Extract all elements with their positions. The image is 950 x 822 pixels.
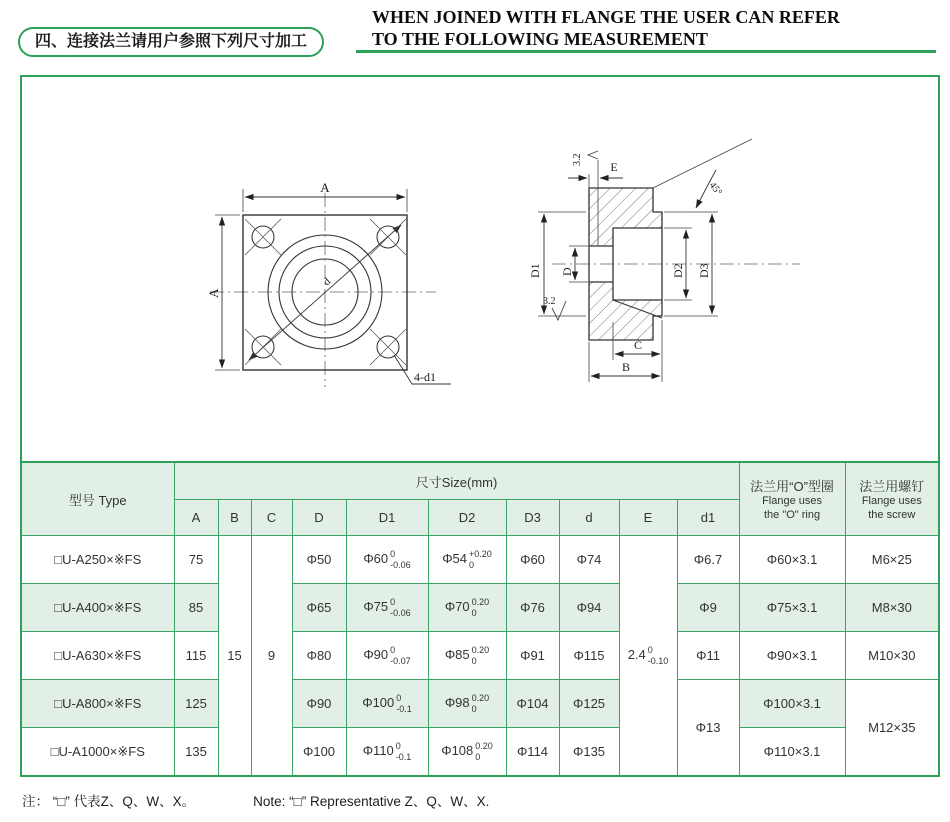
callout-label-4d1: 4-d1: [414, 370, 436, 384]
dimension-label-d3: D3: [697, 263, 711, 278]
dimension-label-a-left: A: [206, 288, 221, 298]
table-row: [21, 584, 939, 632]
cell-D2: Φ108 0.20 0: [428, 728, 506, 777]
cell-d1: Φ11: [677, 632, 739, 680]
table-row: [21, 680, 939, 728]
cell-d1: Φ6.7: [677, 536, 739, 584]
drawing-section-view: [528, 130, 828, 395]
cell-D1: Φ100 0 -0.1: [346, 680, 428, 728]
cell-B-merged: 15: [218, 536, 251, 777]
cell-D: Φ90: [292, 680, 346, 728]
cell-D: Φ100: [292, 728, 346, 777]
cell-D1: Φ75 0 -0.06: [346, 584, 428, 632]
centerlines: [210, 193, 436, 387]
cell-screw: M10×30: [845, 632, 939, 680]
cell-oring: Φ100×3.1: [739, 680, 845, 728]
cell-A: 135: [174, 728, 218, 777]
col-header-d1: d1: [677, 500, 739, 536]
cell-oring: Φ60×3.1: [739, 536, 845, 584]
col-header-oring-en2: the "O" ring: [763, 508, 821, 521]
cell-type: □U-A250×※FS: [21, 536, 174, 584]
col-header-type: 型号 Type: [21, 462, 174, 536]
col-header-D: D: [292, 500, 346, 536]
cell-oring: Φ90×3.1: [739, 632, 845, 680]
table-row: [21, 632, 939, 680]
cell-D3: Φ91: [506, 632, 559, 680]
cell-D1: Φ110 0 -0.1: [346, 728, 428, 777]
roughness-label-top: 3.2: [572, 153, 583, 166]
dimension-label-d1: D1: [528, 263, 542, 278]
cell-A: 75: [174, 536, 218, 584]
col-header-B: B: [218, 500, 251, 536]
drawings-panel: [20, 75, 940, 463]
dimension-label-b: B: [621, 360, 631, 374]
col-header-d: d: [559, 500, 619, 536]
cell-d1: Φ9: [677, 584, 739, 632]
cell-type: □U-A630×※FS: [21, 632, 174, 680]
cell-D: Φ80: [292, 632, 346, 680]
cell-D1: Φ60 0 -0.06: [346, 536, 428, 584]
col-header-screw-cn: 法兰用螺钉: [859, 479, 925, 495]
chamfer-angle-label: 45°: [706, 180, 724, 198]
dimension-label-c: C: [633, 338, 643, 352]
green-underline: [356, 50, 936, 53]
footnote: [22, 790, 489, 810]
cell-screw-merged: M12×35: [845, 680, 939, 777]
cell-D2: Φ70 0.20 0: [428, 584, 506, 632]
page-title: [372, 6, 937, 50]
cell-screw: M8×30: [845, 584, 939, 632]
footnote-en: Note: “□” Representative Z、Q、W、X.: [253, 794, 490, 809]
cell-D: Φ65: [292, 584, 346, 632]
col-header-oring-en1: Flange uses: [762, 495, 823, 508]
col-header-C: C: [251, 500, 292, 536]
cell-type: □U-A1000×※FS: [21, 728, 174, 777]
footnote-cn: 注： “□” 代表Z、Q、W、X。: [22, 794, 196, 809]
table-row: [21, 536, 939, 584]
cell-A: 115: [174, 632, 218, 680]
cell-D2: Φ54 +0.20 0: [428, 536, 506, 584]
cell-screw: M6×25: [845, 536, 939, 584]
page-title-line2: TO THE FOLLOWING MEASUREMENT: [372, 29, 708, 49]
dimension-label-e: E: [610, 160, 618, 174]
page-title-line1: WHEN JOINED WITH FLANGE THE USER CAN REFER: [372, 7, 840, 27]
col-header-screw-en2: the screw: [868, 508, 916, 521]
cell-D3: Φ114: [506, 728, 559, 777]
cell-d: Φ94: [559, 584, 619, 632]
cell-D3: Φ60: [506, 536, 559, 584]
table-header-row-1: [21, 462, 939, 500]
dimension-label-d2: D2: [671, 263, 685, 278]
cell-D3: Φ76: [506, 584, 559, 632]
cell-D1: Φ90 0 -0.07: [346, 632, 428, 680]
cell-D2: Φ98 0.20 0: [428, 680, 506, 728]
cell-d: Φ115: [559, 632, 619, 680]
col-header-A: A: [174, 500, 218, 536]
cell-d: Φ135: [559, 728, 619, 777]
cell-type: □U-A800×※FS: [21, 680, 174, 728]
cell-C-merged: 9: [251, 536, 292, 777]
cell-D: Φ50: [292, 536, 346, 584]
cell-A: 125: [174, 680, 218, 728]
flange-dimension-table: [20, 461, 940, 777]
col-header-D3: D3: [506, 500, 559, 536]
cell-oring: Φ75×3.1: [739, 584, 845, 632]
cell-D3: Φ104: [506, 680, 559, 728]
cell-d: Φ125: [559, 680, 619, 728]
cell-type: □U-A400×※FS: [21, 584, 174, 632]
col-header-size-group: 尺寸Size(mm): [174, 462, 739, 500]
section-title-cn-text: 四、连接法兰请用户参照下列尺寸加工: [35, 33, 308, 50]
cell-E-merged: 2.4 0 -0.10: [619, 536, 677, 777]
extension-lines: [538, 212, 718, 382]
cell-A: 85: [174, 584, 218, 632]
dimension-label-d: d: [320, 275, 334, 289]
section-title-cn: [18, 27, 324, 57]
col-header-E: E: [619, 500, 677, 536]
col-header-oring: [739, 462, 845, 536]
col-header-D1: D1: [346, 500, 428, 536]
cell-d1-merged: Φ13: [677, 680, 739, 777]
col-header-oring-cn: 法兰用“O”型圈: [750, 479, 834, 495]
dimension-label-a-top: A: [320, 180, 330, 195]
cell-oring: Φ110×3.1: [739, 728, 845, 777]
cell-D2: Φ85 0.20 0: [428, 632, 506, 680]
col-header-screw: [845, 462, 939, 536]
col-header-screw-en1: Flange uses: [861, 495, 922, 508]
drawing-front-view: [170, 135, 470, 405]
cell-d: Φ74: [559, 536, 619, 584]
roughness-label-left: 3.2: [543, 296, 556, 307]
dimension-label-d: D: [560, 267, 574, 276]
table-row: [21, 728, 939, 777]
col-header-D2: D2: [428, 500, 506, 536]
